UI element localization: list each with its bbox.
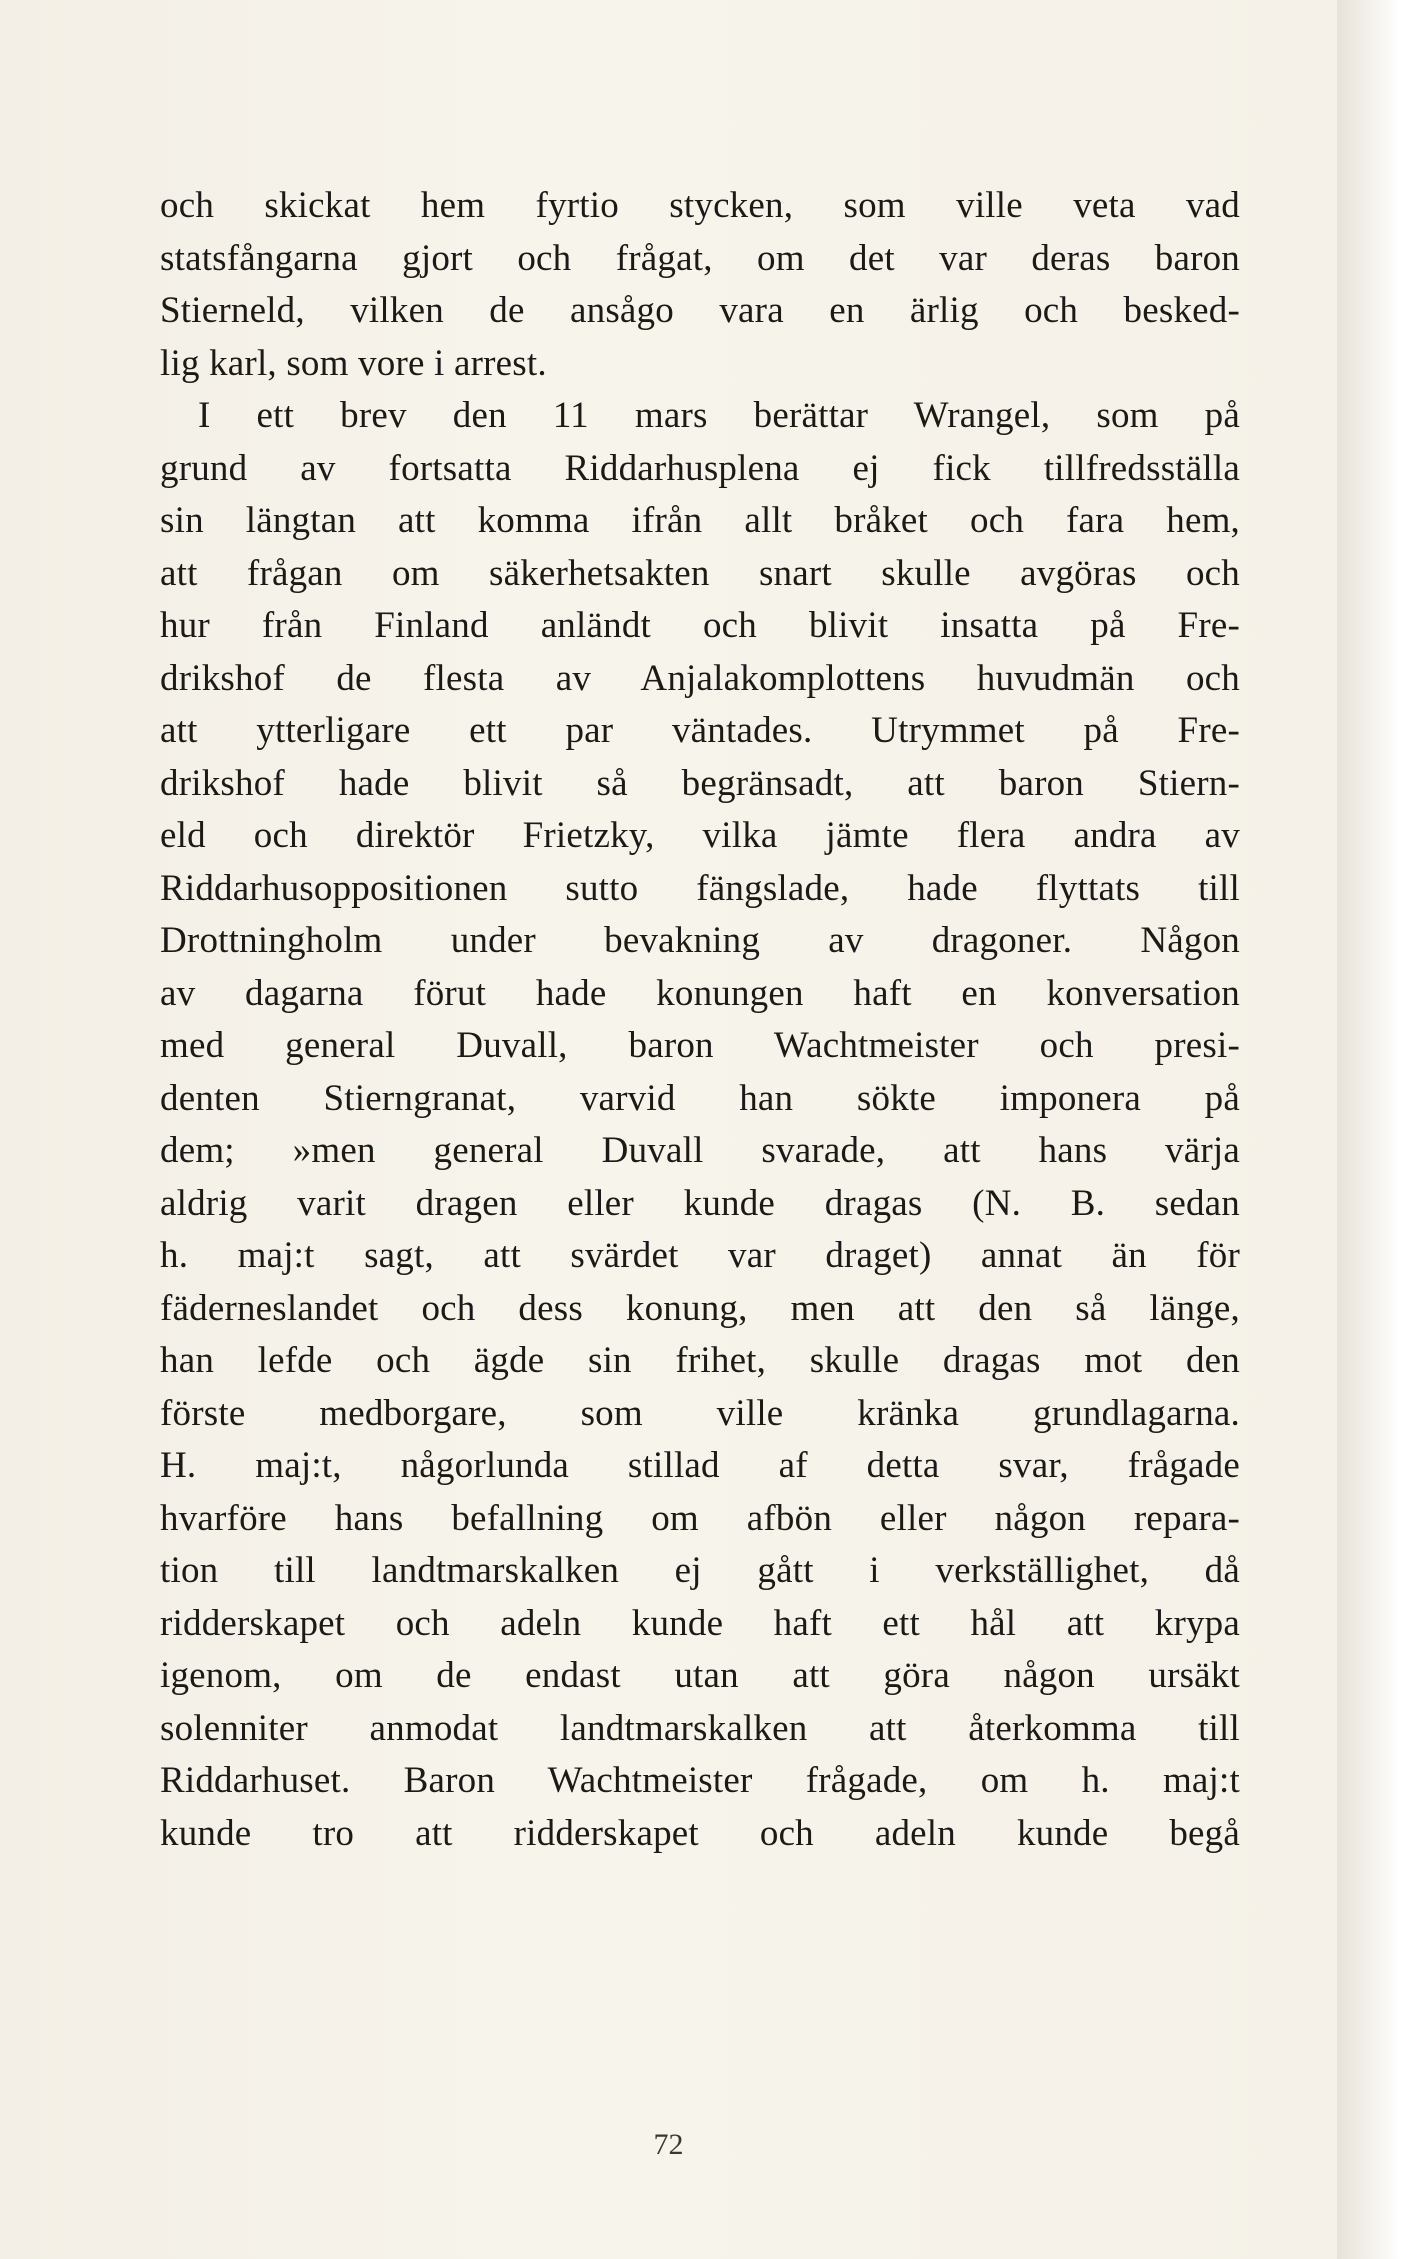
body-text <box>160 180 1240 1860</box>
text-line-19: dem; »men general Duvall svarade, att hans värja <box>160 1130 1240 1171</box>
text-line-18: denten Stierngranat, varvid han sökte imponera på <box>160 1077 1240 1119</box>
text-line-21: h. maj:t sagt, att svärdet var draget) annat än för <box>160 1235 1240 1276</box>
page-number: 72 <box>653 2128 684 2161</box>
page-edge <box>1337 0 1401 2259</box>
text-line-6: grund av fortsatta Riddarhusplena ej fick tillfredsställa <box>160 447 1240 489</box>
text-line-23: han lefde och ägde sin frihet, skulle dragas mot den <box>160 1340 1240 1381</box>
text-line-29: igenom, om de endast utan att göra någon ursäkt <box>160 1655 1240 1696</box>
text-line-22: fäderneslandet och dess konung, men att den så länge, <box>160 1287 1240 1329</box>
text-line-16: av dagarna förut hade konungen haft en konversation <box>160 972 1240 1014</box>
text-line-5: I ett brev den 11 mars berättar Wrangel, som på <box>198 395 1240 436</box>
text-line-4: lig karl, som vore i arrest. <box>160 342 547 384</box>
text-line-13: eld och direktör Frietzky, vilka jämte flera andra av <box>160 815 1240 856</box>
text-line-26: hvarföre hans befallning om afbön eller någon repara- <box>160 1497 1240 1539</box>
text-line-12: drikshof hade blivit så begränsadt, att baron Stiern- <box>160 762 1240 804</box>
text-line-7: sin längtan att komma ifrån allt bråket och fara hem, <box>160 500 1240 541</box>
text-line-24: förste medborgare, som ville kränka grundlagarna. <box>160 1392 1240 1434</box>
text-line-30: solenniter anmodat landtmarskalken att återkomma till <box>160 1707 1240 1749</box>
text-line-27: tion till landtmarskalken ej gått i verkställighet, då <box>160 1550 1240 1591</box>
text-line-14: Riddarhusoppositionen sutto fängslade, hade flyttats till <box>160 867 1240 909</box>
text-line-25: H. maj:t, någorlunda stillad af detta svar, frågade <box>160 1445 1240 1486</box>
text-line-28: ridderskapet och adeln kunde haft ett hål att krypa <box>160 1602 1240 1644</box>
text-line-3: Stierneld, vilken de ansågo vara en ärlig och besked- <box>160 290 1240 331</box>
text-line-32: kunde tro att ridderskapet och adeln kunde begå <box>160 1812 1240 1854</box>
text-line-10: drikshof de flesta av Anjalakomplottens huvudmän och <box>160 657 1240 699</box>
text-line-31: Riddarhuset. Baron Wachtmeister frågade, om h. maj:t <box>160 1760 1240 1801</box>
text-line-17: med general Duvall, baron Wachtmeister och presi- <box>160 1025 1240 1066</box>
text-line-15: Drottningholm under bevakning av dragoner. Någon <box>160 920 1240 961</box>
text-line-1: och skickat hem fyrtio stycken, som ville veta vad <box>160 185 1240 226</box>
text-line-2: statsfångarna gjort och frågat, om det var deras baron <box>160 237 1240 279</box>
text-line-9: hur från Finland anländt och blivit insatta på Fre- <box>160 605 1240 646</box>
text-line-11: att ytterligare ett par väntades. Utrymmet på Fre- <box>160 710 1240 751</box>
text-line-8: att frågan om säkerhetsakten snart skulle avgöras och <box>160 552 1240 594</box>
text-line-20: aldrig varit dragen eller kunde dragas (N. B. sedan <box>160 1182 1240 1224</box>
